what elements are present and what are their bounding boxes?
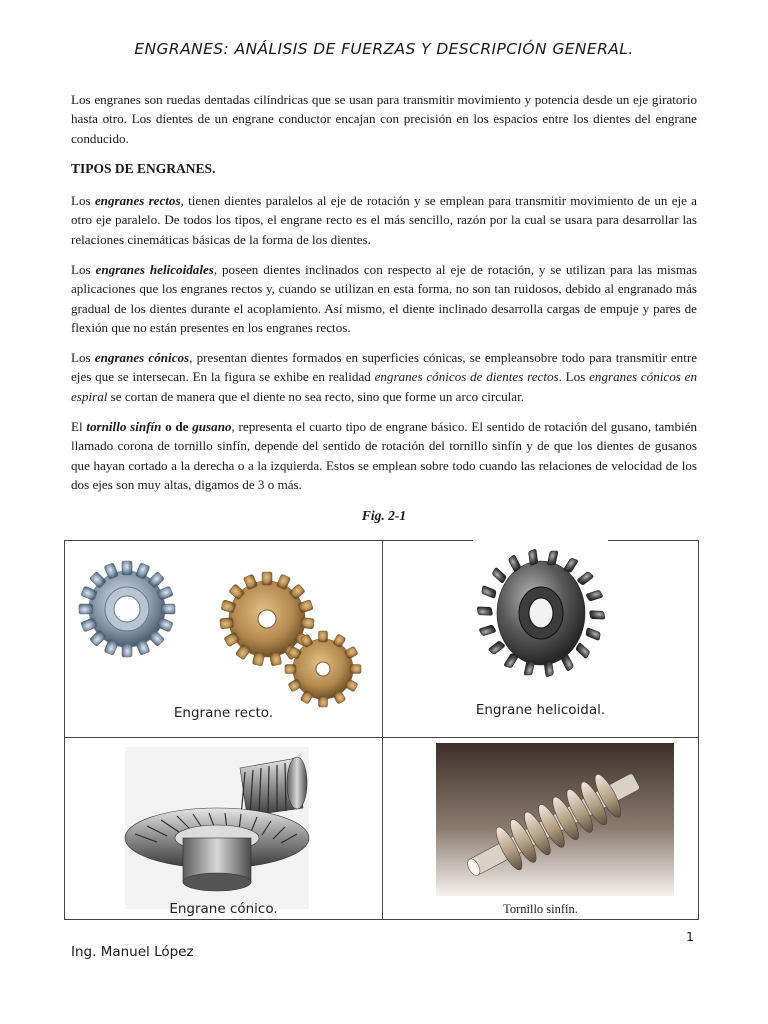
label-helical: Engrane helicoidal. — [475, 702, 606, 718]
paragraph-worm: El tornillo sinfín o de gusano, representa el cuarto tipo de engrane básico. El sentido de rotación del gusano, también llamado corona de tornillo sinfín, depende del sentido de rotación del tornillo sinfín y de que los dientes de gusanos que hayan cortado a la derecha o a la izquierda. Estos se emplean sobre todo cuando las relaciones de velocidad de los dos ejes son muy altas, digamos de 3 o más. — [71, 419, 697, 493]
figure-caption: Fig. 2-1 — [361, 508, 407, 523]
figure-cell-bevel — [65, 738, 382, 919]
paragraph-helical: Los engranes helicoidales, poseen dientes inclinados con respecto al eje de rotación, y se utilizan para las mismas aplicaciones que los engranes rectos y, cuando se utilizan en esta forma, no son tan ruidosos, debido al engranado más gradual de los dientes durante el acoplamiento. Así mismo, el diente inclinado desarrolla cargas de empuje y pares de flexión que no están presentes en los engranes rectos. — [71, 262, 697, 336]
intro-paragraph: Los engranes son ruedas dentadas cilíndricas que se usan para transmitir movimiento y potencia desde un eje giratorio hasta otro. Los dientes de un engrane conductor encajan con precisión en los espacios entre los dientes del engrane conducido. — [71, 92, 697, 146]
label-spur: Engrane recto. — [173, 705, 274, 721]
figure-cell-helical — [383, 541, 698, 737]
worm-screw-image — [383, 738, 698, 903]
helical-gear-image — [383, 541, 698, 701]
term-bevel: engranes cónicos — [94, 350, 190, 365]
label-worm: Tornillo sinfín. — [503, 902, 578, 916]
spur-gears-image — [65, 541, 382, 711]
label-bevel: Engrane cónico. — [169, 901, 278, 917]
term-worm: tornillo sinfín — [86, 419, 162, 434]
term-spur: engranes rectos — [94, 193, 181, 208]
bevel-gears-image — [65, 738, 382, 919]
page-title: ENGRANES: ANÁLISIS DE FUERZAS Y DESCRIPCIÓN GENERAL. — [134, 40, 634, 58]
paragraph-spur: Los engranes rectos, tienen dientes paralelos al eje de rotación y se emplean para transmitir movimiento de un eje a otro eje paralelo. De todos los tipos, el engrane recto es el más sencillo, razón por la cual se usara para desarrollar las relaciones cinemáticas básicas de la forma de los dientes. — [71, 193, 697, 247]
figure-cell-spur — [65, 541, 382, 737]
figure-table — [64, 540, 699, 920]
footer-author: Ing. Manuel López — [71, 944, 194, 960]
figure-cell-worm — [383, 738, 698, 919]
paragraph-bevel: Los engranes cónicos, presentan dientes formados en superficies cónicas, se empleansobre todo para transmitir entre ejes que se intersecan. En la figura se exhibe en realidad engranes cónicos de dientes rectos. Los engranes cónicos en espiral se cortan de manera que el diente no sea recto, sino que forme un arco circular. — [71, 350, 697, 404]
page-number: 1 — [686, 929, 694, 944]
term-gusano: gusano — [192, 419, 232, 434]
term-helical: engranes helicoidales — [95, 262, 214, 277]
section-title: TIPOS DE ENGRANES. — [71, 161, 216, 176]
